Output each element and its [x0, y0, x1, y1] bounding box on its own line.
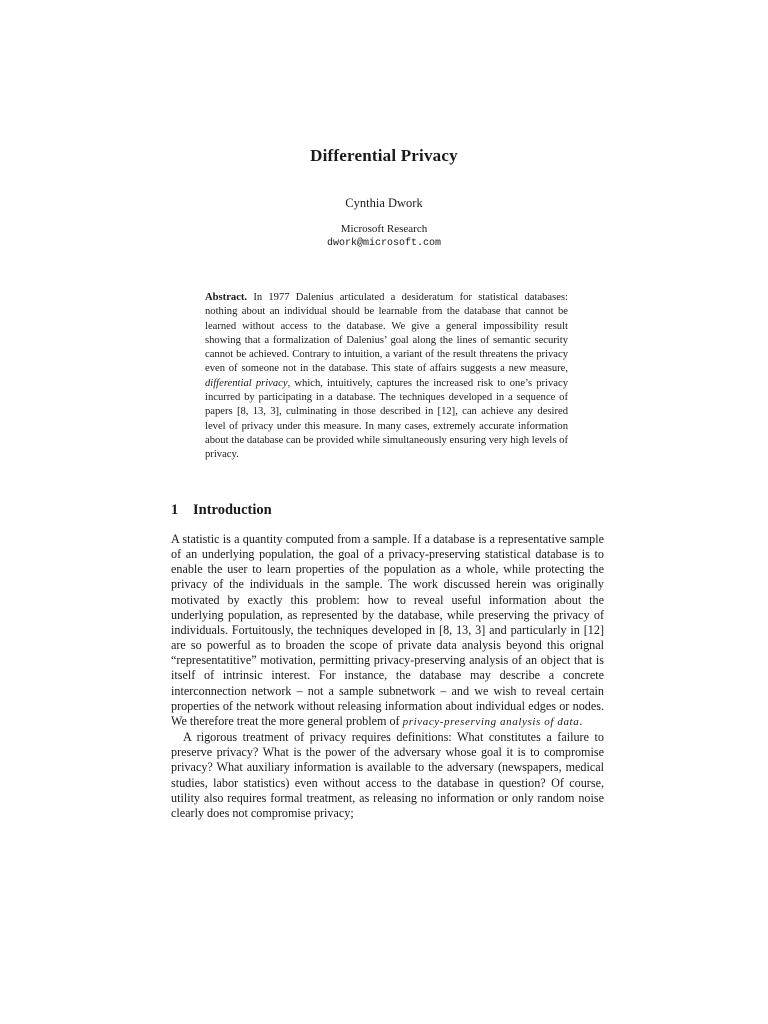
paragraph-1-end: .	[579, 713, 583, 728]
paper-author: Cynthia Dwork	[345, 196, 423, 210]
abstract-text-part-2: , which, intuitively, captures the increased risk to one’s privacy incurred by participating in a database. The techniques developed in a sequence of papers [8, 13, 3], culminating in those described in [12], can achieve any desired level of privacy under this measure. In many cases, extremely accurate information about the database can be provided while simultaneously ensuring very high levels of privacy.	[205, 377, 568, 461]
author-email: dwork@microsoft.com	[326, 238, 442, 249]
paragraph-1-term: privacy-preserving analysis of data	[402, 715, 580, 728]
section-body	[171, 532, 604, 821]
paragraph-2: A rigorous treatment of privacy requires definitions: What constitutes a failure to preserve privacy? What is the power of the adversary whose goal it is to compromise privacy? What auxiliary information is available to the adversary (newspapers, medical studies, labor statistics) even without access to the database in question? Of course, utility also requires formal treatment, as releasing no information or only random noise clearly does not compromise privacy;	[171, 730, 604, 820]
abstract-text-part-1: In 1977 Dalenius articulated a desideratum for statistical databases: nothing about an individual should be learnable from the database that cannot be learned without access to the database. We give a general impossibility result showing that a formalization of Dalenius’ goal along the lines of semantic security cannot be achieved. Contrary to intuition, a variant of the result threatens the privacy even of someone not in the database. This state of affairs suggests a new measure,	[205, 292, 568, 375]
paragraph-1-text: A statistic is a quantity computed from a sample. If a database is a representative sample of an underlying population, the goal of a privacy-preserving statistical database is to enable the user to learn properties of the population as a whole, while protecting the privacy of the individuals in the sample. The work discussed herein was originally motivated by exactly this problem: how to reveal useful information about the underlying population, as represented by the database, while preserving the privacy of individuals. Fortuitously, the techniques developed in [8, 13, 3] and particularly in [12] are so powerful as to broaden the scope of private data analysis beyond this orignal “representatitive” motivation, permitting privacy-preserving analysis of an object that is itself of intrinsic interest. For instance, the database may describe a concrete interconnection network – not a sample subnetwork – and we wish to reveal certain properties of the network without releasing information about individual edges or nodes. We therefore treat the more general problem of	[171, 532, 604, 728]
abstract	[205, 291, 568, 463]
abstract-term: differential privacy	[205, 377, 288, 389]
section-title: Introduction	[193, 502, 272, 518]
section-heading	[171, 502, 272, 519]
author-affiliation: Microsoft Research	[340, 223, 428, 235]
paragraph-1	[171, 532, 604, 730]
section-number: 1	[171, 502, 179, 518]
abstract-label: Abstract.	[205, 292, 248, 303]
paper-title: Differential Privacy	[310, 146, 458, 165]
